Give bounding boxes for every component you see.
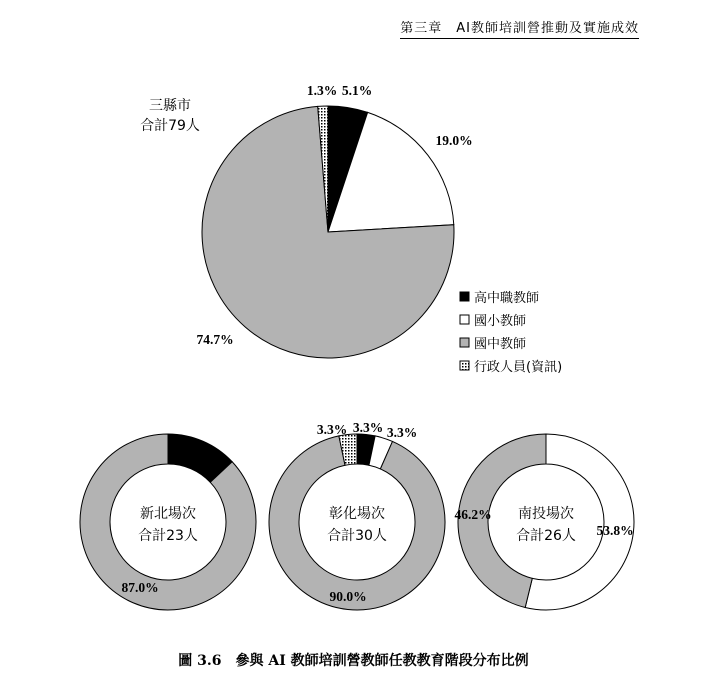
legend-item bbox=[460, 359, 562, 375]
chart-title-line: 合計26人 bbox=[516, 528, 576, 544]
data-label: 3.3% bbox=[352, 420, 384, 435]
figure-caption: 圖 3.6 參與 AI 教師培訓營教師任教教育階段分布比例 bbox=[178, 653, 529, 669]
legend-label: 國小教師 bbox=[474, 314, 527, 329]
data-label: 5.1% bbox=[341, 83, 373, 98]
chart-title-line: 三縣市 bbox=[149, 98, 191, 114]
legend-item bbox=[460, 290, 539, 306]
running-header: 第三章 AI教師培訓營推動及實施成效 bbox=[400, 17, 639, 39]
chart-title-line: 合計30人 bbox=[327, 528, 387, 544]
data-label: 87.0% bbox=[121, 580, 159, 595]
legend-item bbox=[460, 336, 526, 352]
chart-title-line: 彰化場次 bbox=[329, 506, 385, 522]
chart-title-line: 新北場次 bbox=[140, 506, 196, 522]
chart-title-line: 合計23人 bbox=[138, 528, 198, 544]
data-label: 90.0% bbox=[329, 589, 367, 604]
chart-3 bbox=[269, 420, 445, 610]
data-label: 46.2% bbox=[454, 507, 492, 522]
legend-label: 國中教師 bbox=[474, 337, 527, 352]
charts-layer bbox=[80, 83, 634, 610]
legend-swatch bbox=[460, 315, 469, 324]
chart-title-line: 南投場次 bbox=[518, 506, 574, 522]
legend-swatch bbox=[460, 292, 469, 301]
legend-swatch bbox=[460, 361, 469, 370]
legend-item bbox=[460, 313, 526, 329]
data-label: 3.3% bbox=[316, 422, 348, 437]
legend-swatch bbox=[460, 338, 469, 347]
chart-1 bbox=[140, 83, 472, 358]
chart-2 bbox=[80, 434, 256, 610]
data-label: 53.8% bbox=[596, 523, 634, 538]
data-label: 1.3% bbox=[306, 83, 338, 98]
legend bbox=[460, 290, 562, 375]
chart-4 bbox=[454, 434, 634, 610]
legend-label: 行政人員(資訊) bbox=[474, 360, 563, 375]
data-label: 13.0% bbox=[181, 446, 219, 461]
legend-label: 高中職教師 bbox=[474, 291, 540, 306]
data-label: 19.0% bbox=[435, 133, 473, 148]
data-label: 3.3% bbox=[386, 425, 418, 440]
chart-title-line: 合計79人 bbox=[140, 118, 200, 134]
data-label: 74.7% bbox=[196, 332, 234, 347]
